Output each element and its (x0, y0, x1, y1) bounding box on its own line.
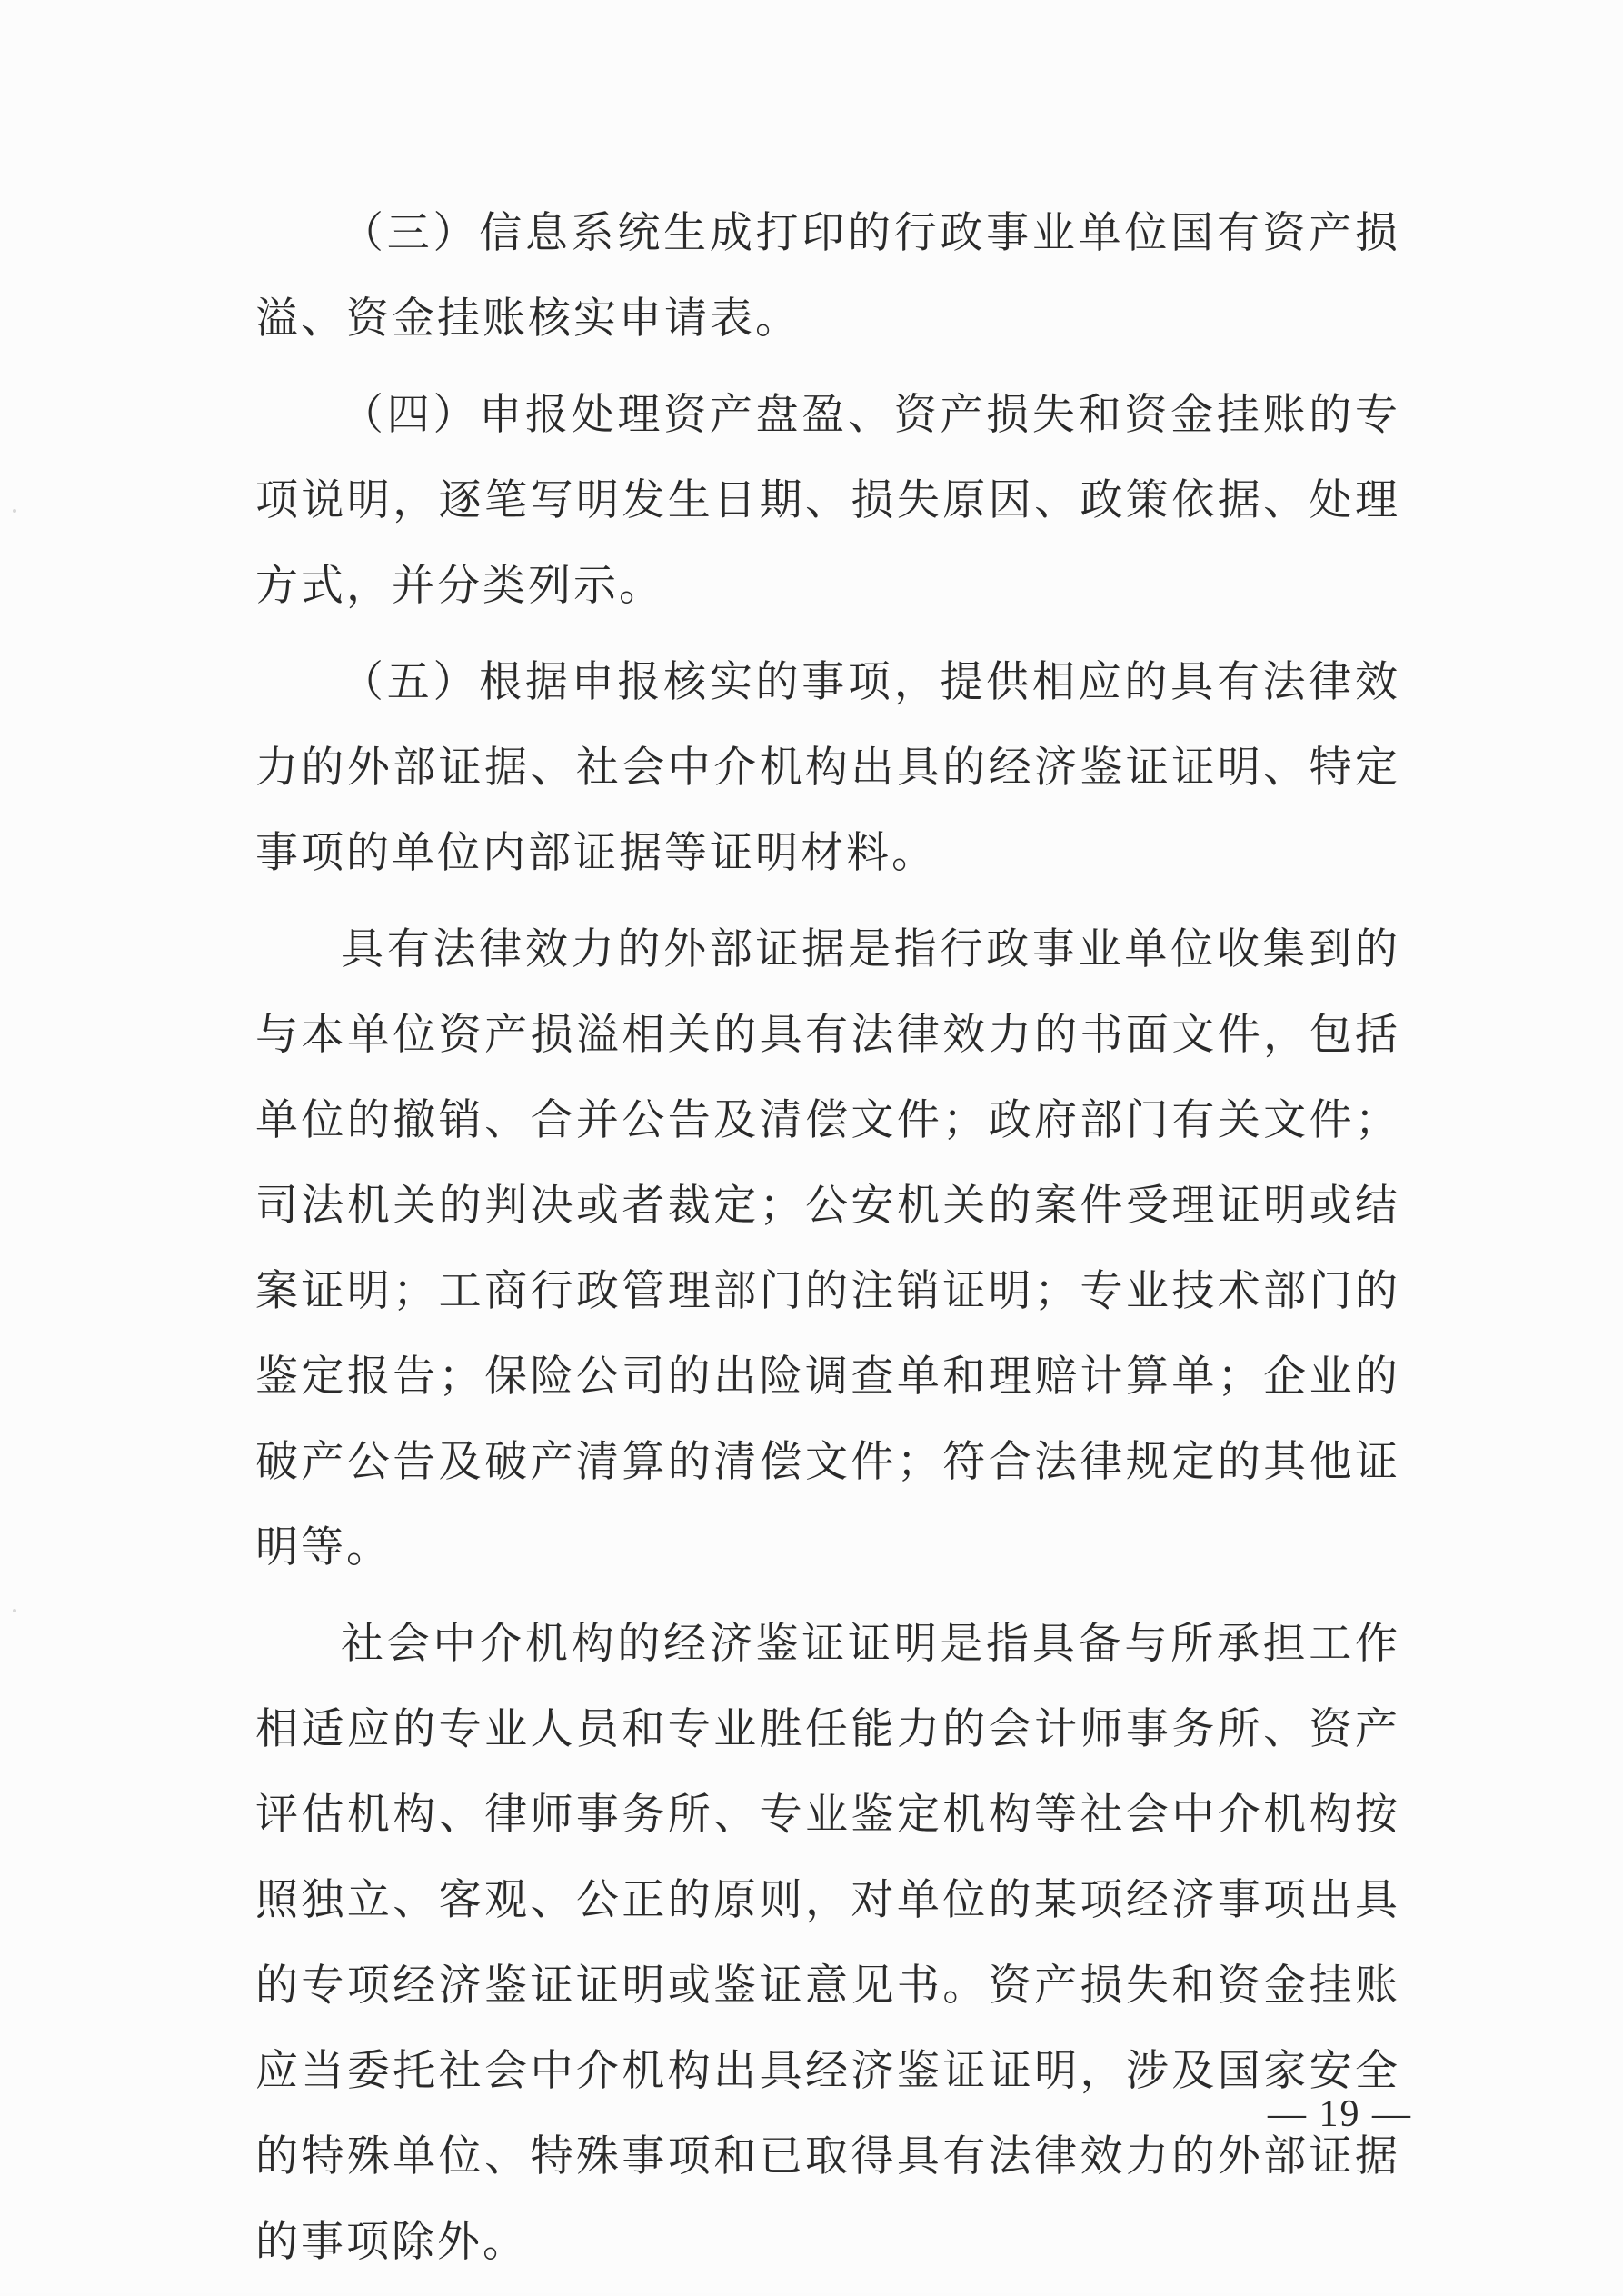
paragraph-item-four: （四）申报处理资产盘盈、资产损失和资金挂账的专项说明，逐笔写明发生日期、损失原因、政策依据、处理方式，并分类列示。 (255, 390, 1400, 611)
document-body (255, 191, 1400, 2296)
scan-mark (13, 1609, 16, 1612)
page-number: — 19 — (1268, 2093, 1412, 2135)
paragraph-item-three: （三）信息系统生成打印的行政事业单位国有资产损溢、资金挂账核实申请表。 (255, 208, 1400, 344)
paragraph-intermediary-certification: 社会中介机构的经济鉴证证明是指具备与所承担工作相适应的专业人员和专业胜任能力的会计师事务所、资产评估机构、律师事务所、专业鉴定机构等社会中介机构按照独立、客观、公正的原则，对单位的某项经济事项出具的专项经济鉴证证明或鉴证意见书。资产损失和资金挂账应当委托社会中介机构出具经济鉴证证明，涉及国家安全的特殊单位、特殊事项和已取得具有法律效力的外部证据的事项除外。 (255, 1619, 1400, 2267)
paragraph-legal-evidence: 具有法律效力的外部证据是指行政事业单位收集到的与本单位资产损溢相关的具有法律效力的书面文件，包括单位的撤销、合并公告及清偿文件；政府部门有关文件；司法机关的判决或者裁定；公安机关的案件受理证明或结案证明；工商行政管理部门的注销证明；专业技术部门的鉴定报告；保险公司的出险调查单和理赔计算单；企业的破产公告及破产清算的清偿文件；符合法律规定的其他证明等。 (255, 924, 1400, 1572)
paragraph-item-five: （五）根据申报核实的事项，提供相应的具有法律效力的外部证据、社会中介机构出具的经济鉴证证明、特定事项的单位内部证据等证明材料。 (255, 657, 1400, 878)
scan-mark (13, 509, 16, 513)
